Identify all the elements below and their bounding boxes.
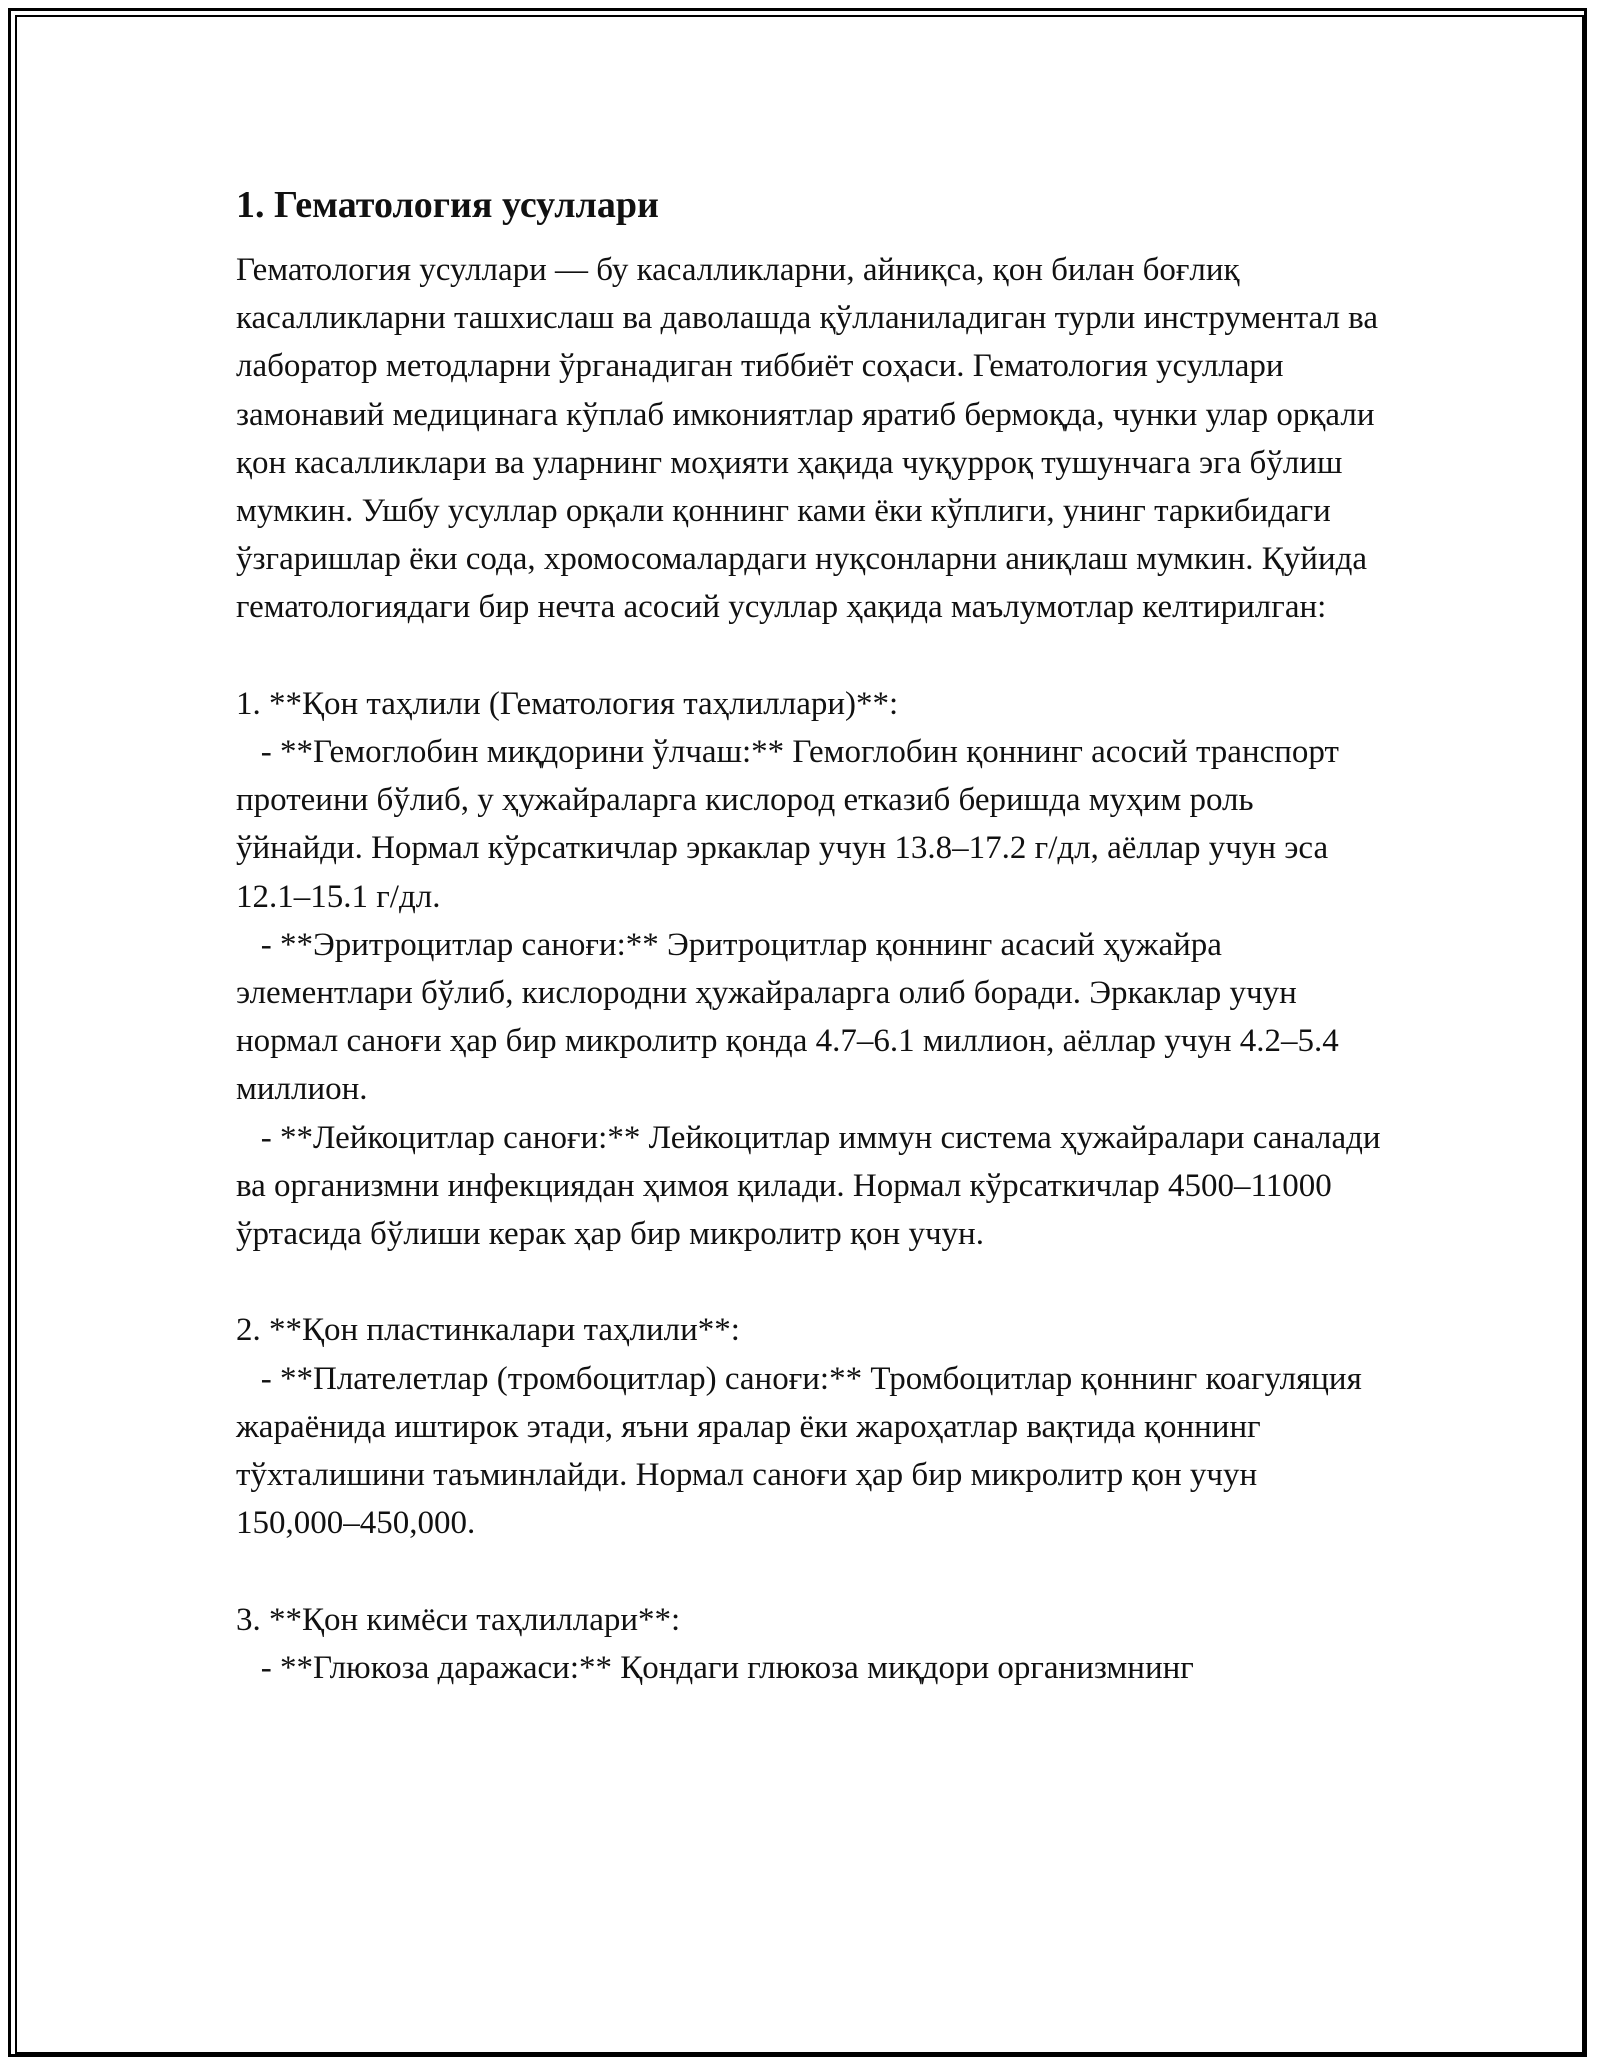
intro-paragraph: Гематология усуллари — бу касалликларни, айниқса, қон билан боғлиқ касалликларни ташхислаш ва даволашда қўлланиладиган турли инструментал ва лаборатор методларни ўрганадиган тиббиёт соҳаси. Гематология усуллари замонавий медицинага кўплаб имкониятлар яратиб бермоқда, чунки улар орқали қон касалликлари ва уларнинг моҳияти ҳақида чуқурроқ тушунчага эга бўлиш мумкин. Ушбу усуллар орқали қоннинг ками ёки кўплиги, унинг таркибидаги ўзгаришлар ёки сода, хромосомалардаги нуқсонларни аниқлаш мумкин. Қуйида гематологиядаги бир нечта асосий усуллар ҳақида маълумотлар келтирилган: [236, 252, 1387, 626]
list-title-blood-chemistry: 3. **Қон кимёси таҳлиллари**: [236, 1601, 681, 1638]
list-item-leukocytes: - **Лейкоцитлар саноғи:** Лейкоцитлар иммун система ҳужайралари саналади ва организмни инфекциядан ҳимоя қилади. Нормал кўрсаткичлар 4500–11000 ўртасида бўлиши керак ҳар бир микролитр қон учун. [236, 1119, 1389, 1253]
list-item-hemoglobin: - **Гемоглобин миқдорини ўлчаш:** Гемоглобин қоннинг асосий транспорт протеини бўлиб, у ҳужайраларга кислород етказиб беришда муҳим роль ўйнайди. Нормал кўрсаткичлар эркаклар учун 13.8–17.2 г/дл, аёллар учун эса 12.1–15.1 г/дл. [236, 734, 1348, 915]
section-heading: 1. Гематология усуллари [236, 184, 659, 226]
blank-line [236, 632, 1386, 680]
document-body [236, 178, 1389, 1692]
list-item-erythrocytes: - **Эритроцитлар саноғи:** Эритроцитлар қоннинг асасий ҳужайра элементлари бўлиб, кислородни ҳужайраларга олиб боради. Эркаклар учун нормал саноғи ҳар бир микролитр қонда 4.7–6.1 миллион, аёллар учун 4.2–5.4 миллион. [236, 926, 1348, 1108]
list-title-blood-analysis: 1. **Қон таҳлили (Гематология таҳлиллари)**: [236, 685, 899, 722]
list-item-glucose: - **Глюкоза даражаси:** Қондаги глюкоза миқдори организмнинг [236, 1649, 1194, 1686]
blank-line [236, 1258, 1386, 1306]
list-title-platelets: 2. **Қон пластинкалари таҳлили**: [236, 1312, 740, 1349]
list-item-platelet-count: - **Плателетлар (тромбоцитлар) саноғи:** Тромбоцитлар қоннинг коагуляция жараёнида иштирок этади, яъни яралар ёки жароҳатлар вақтида қоннинг тўхталишини таъминлайди. Нормал саноғи ҳар бир микролитр қон учун 150,000–450,000. [236, 1360, 1371, 1542]
blank-line [236, 1547, 1386, 1595]
